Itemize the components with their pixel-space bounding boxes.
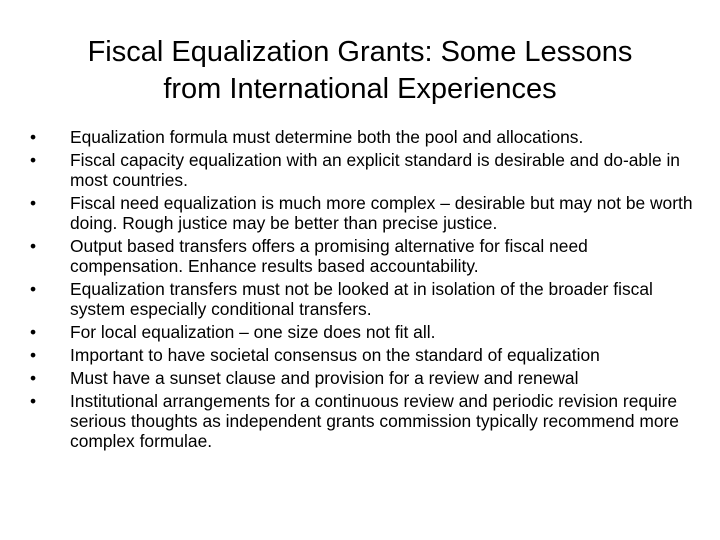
bullet-text: Institutional arrangements for a continuous review and periodic revision require serious thoughts as independent grants commission typically recommend more complex formulae.: [70, 391, 679, 451]
bullet-text: Equalization formula must determine both the pool and allocations.: [70, 127, 584, 147]
bullet-item: [30, 346, 700, 366]
bullet-item: [30, 128, 700, 148]
bullet-marker: •: [30, 278, 37, 299]
bullet-marker: •: [30, 321, 37, 342]
bullet-text: Important to have societal consensus on the standard of equalization: [70, 345, 600, 366]
bullet-marker: •: [30, 236, 37, 257]
slide-title: [36, 34, 684, 108]
bullet-marker: •: [30, 150, 37, 171]
bullet-text: Fiscal capacity equalization with an explicit standard is desirable and do-able in most countries.: [70, 150, 680, 190]
bullet-item: [30, 369, 700, 389]
bullet-item: [30, 194, 700, 233]
bullet-item: [30, 151, 700, 190]
bullet-item: [30, 237, 700, 276]
bullet-list: [30, 128, 700, 455]
bullet-text: Output based transfers offers a promising alternative for fiscal need compensation. Enhance results based accountability.: [70, 236, 588, 276]
bullet-item: [30, 392, 700, 451]
bullet-marker: •: [30, 193, 37, 214]
bullet-text: Must have a sunset clause and provision for a review and renewal: [70, 368, 579, 389]
bullet-text: Fiscal need equalization is much more complex – desirable but may not be worth doing. Rough justice may be better than precise justice.: [70, 193, 693, 233]
bullet-marker: •: [30, 127, 37, 147]
bullet-text: For local equalization – one size does not fit all.: [70, 321, 436, 342]
slide-title-line-2: from International Experiences: [163, 73, 557, 105]
bullet-marker: •: [30, 345, 37, 366]
bullet-item: [30, 323, 700, 343]
bullet-marker: •: [30, 368, 37, 389]
bullet-marker: •: [30, 391, 37, 412]
bullet-text: Equalization transfers must not be looked at in isolation of the broader fiscal system especially conditional transfers.: [70, 278, 653, 319]
bullet-item: [30, 280, 700, 319]
slide-title-line-1: Fiscal Equalization Grants: Some Lessons: [87, 36, 633, 68]
